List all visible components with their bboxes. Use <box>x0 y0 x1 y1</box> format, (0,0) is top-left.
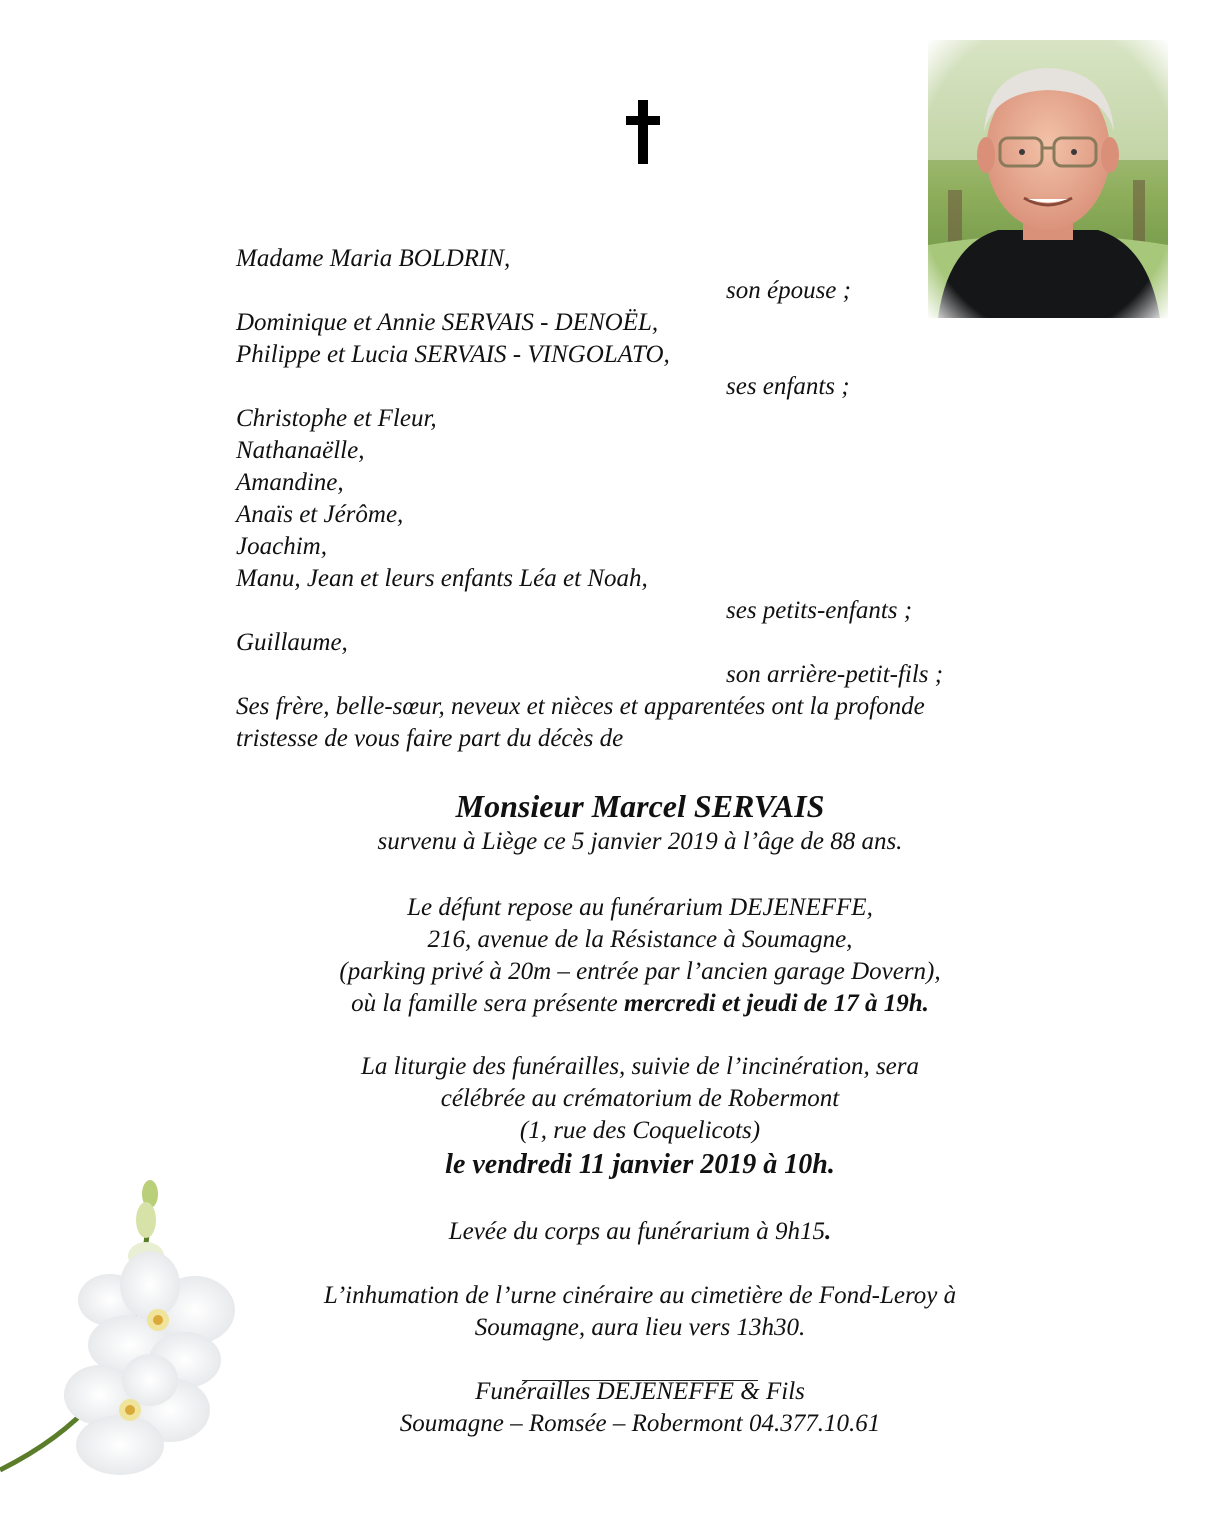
family-line: Madame Maria BOLDRIN, <box>236 245 511 272</box>
deceased-name: Monsieur Marcel SERVAIS <box>455 788 825 824</box>
cross-icon <box>626 100 660 164</box>
burial-line: Soumagne, aura lieu vers 13h30. <box>474 1314 806 1341</box>
family-relation: son arrière-petit-fils ; <box>726 661 944 688</box>
ceremony-line: (1, rue des Coquelicots) <box>519 1117 761 1144</box>
visitation-line: 216, avenue de la Résistance à Soumagne, <box>427 926 853 953</box>
family-line: Anaïs et Jérôme, <box>236 501 404 528</box>
visitation-line: (parking privé à 20m – entrée par l’ancien garage Dovern), <box>339 958 941 985</box>
visitation-hours: où la famille sera présente mercredi et jeudi de 17 à 19h. <box>351 990 929 1017</box>
family-line: Ses frère, belle-sœur, neveux et nièces et apparentées ont la profonde <box>236 693 925 720</box>
visitation-block <box>240 892 1040 1020</box>
family-line: Christophe et Fleur, <box>236 405 437 432</box>
family-line: Philippe et Lucia SERVAIS - VINGOLATO, <box>236 341 670 368</box>
deceased-block <box>240 786 1040 858</box>
funeral-home-block <box>240 1376 1040 1440</box>
ceremony-line: célébrée au crématorium de Robermont <box>440 1085 840 1112</box>
family-line: Joachim, <box>236 533 327 560</box>
deceased-info: survenu à Liège ce 5 janvier 2019 à l’âge de 88 ans. <box>377 828 903 855</box>
family-relation: ses petits-enfants ; <box>726 597 913 624</box>
funeral-home-name: Funérailles DEJENEFFE & Fils <box>475 1378 805 1405</box>
levee-line: Levée du corps au funérarium à 9h15. <box>448 1218 832 1245</box>
visitation-line: Le défunt repose au funérarium DEJENEFFE, <box>407 894 873 921</box>
family-line: Amandine, <box>236 469 344 496</box>
ceremony-block <box>240 1051 1040 1183</box>
burial-line: L’inhumation de l’urne cinéraire au cimetière de Fond-Leroy à <box>323 1282 957 1309</box>
family-list <box>236 243 1036 755</box>
ceremony-line: La liturgie des funérailles, suivie de l’incinération, sera <box>360 1053 920 1080</box>
family-relation: son épouse ; <box>726 277 851 304</box>
family-line: Dominique et Annie SERVAIS - DENOËL, <box>236 309 659 336</box>
family-line: Manu, Jean et leurs enfants Léa et Noah, <box>236 565 648 592</box>
orchid-illustration <box>0 1170 260 1509</box>
family-relation: ses enfants ; <box>726 373 850 400</box>
ceremony-date: le vendredi 11 janvier 2019 à 10h. <box>445 1149 835 1180</box>
family-line: Guillaume, <box>236 629 348 656</box>
visitation-hours-bold: mercredi et jeudi de 17 à 19h. <box>624 990 929 1017</box>
burial-block <box>240 1280 1040 1344</box>
funeral-home-contact: Soumagne – Romsée – Robermont 04.377.10.61 <box>399 1410 881 1437</box>
family-line: Nathanaëlle, <box>236 437 365 464</box>
family-line: tristesse de vous faire part du décès de <box>236 725 624 752</box>
